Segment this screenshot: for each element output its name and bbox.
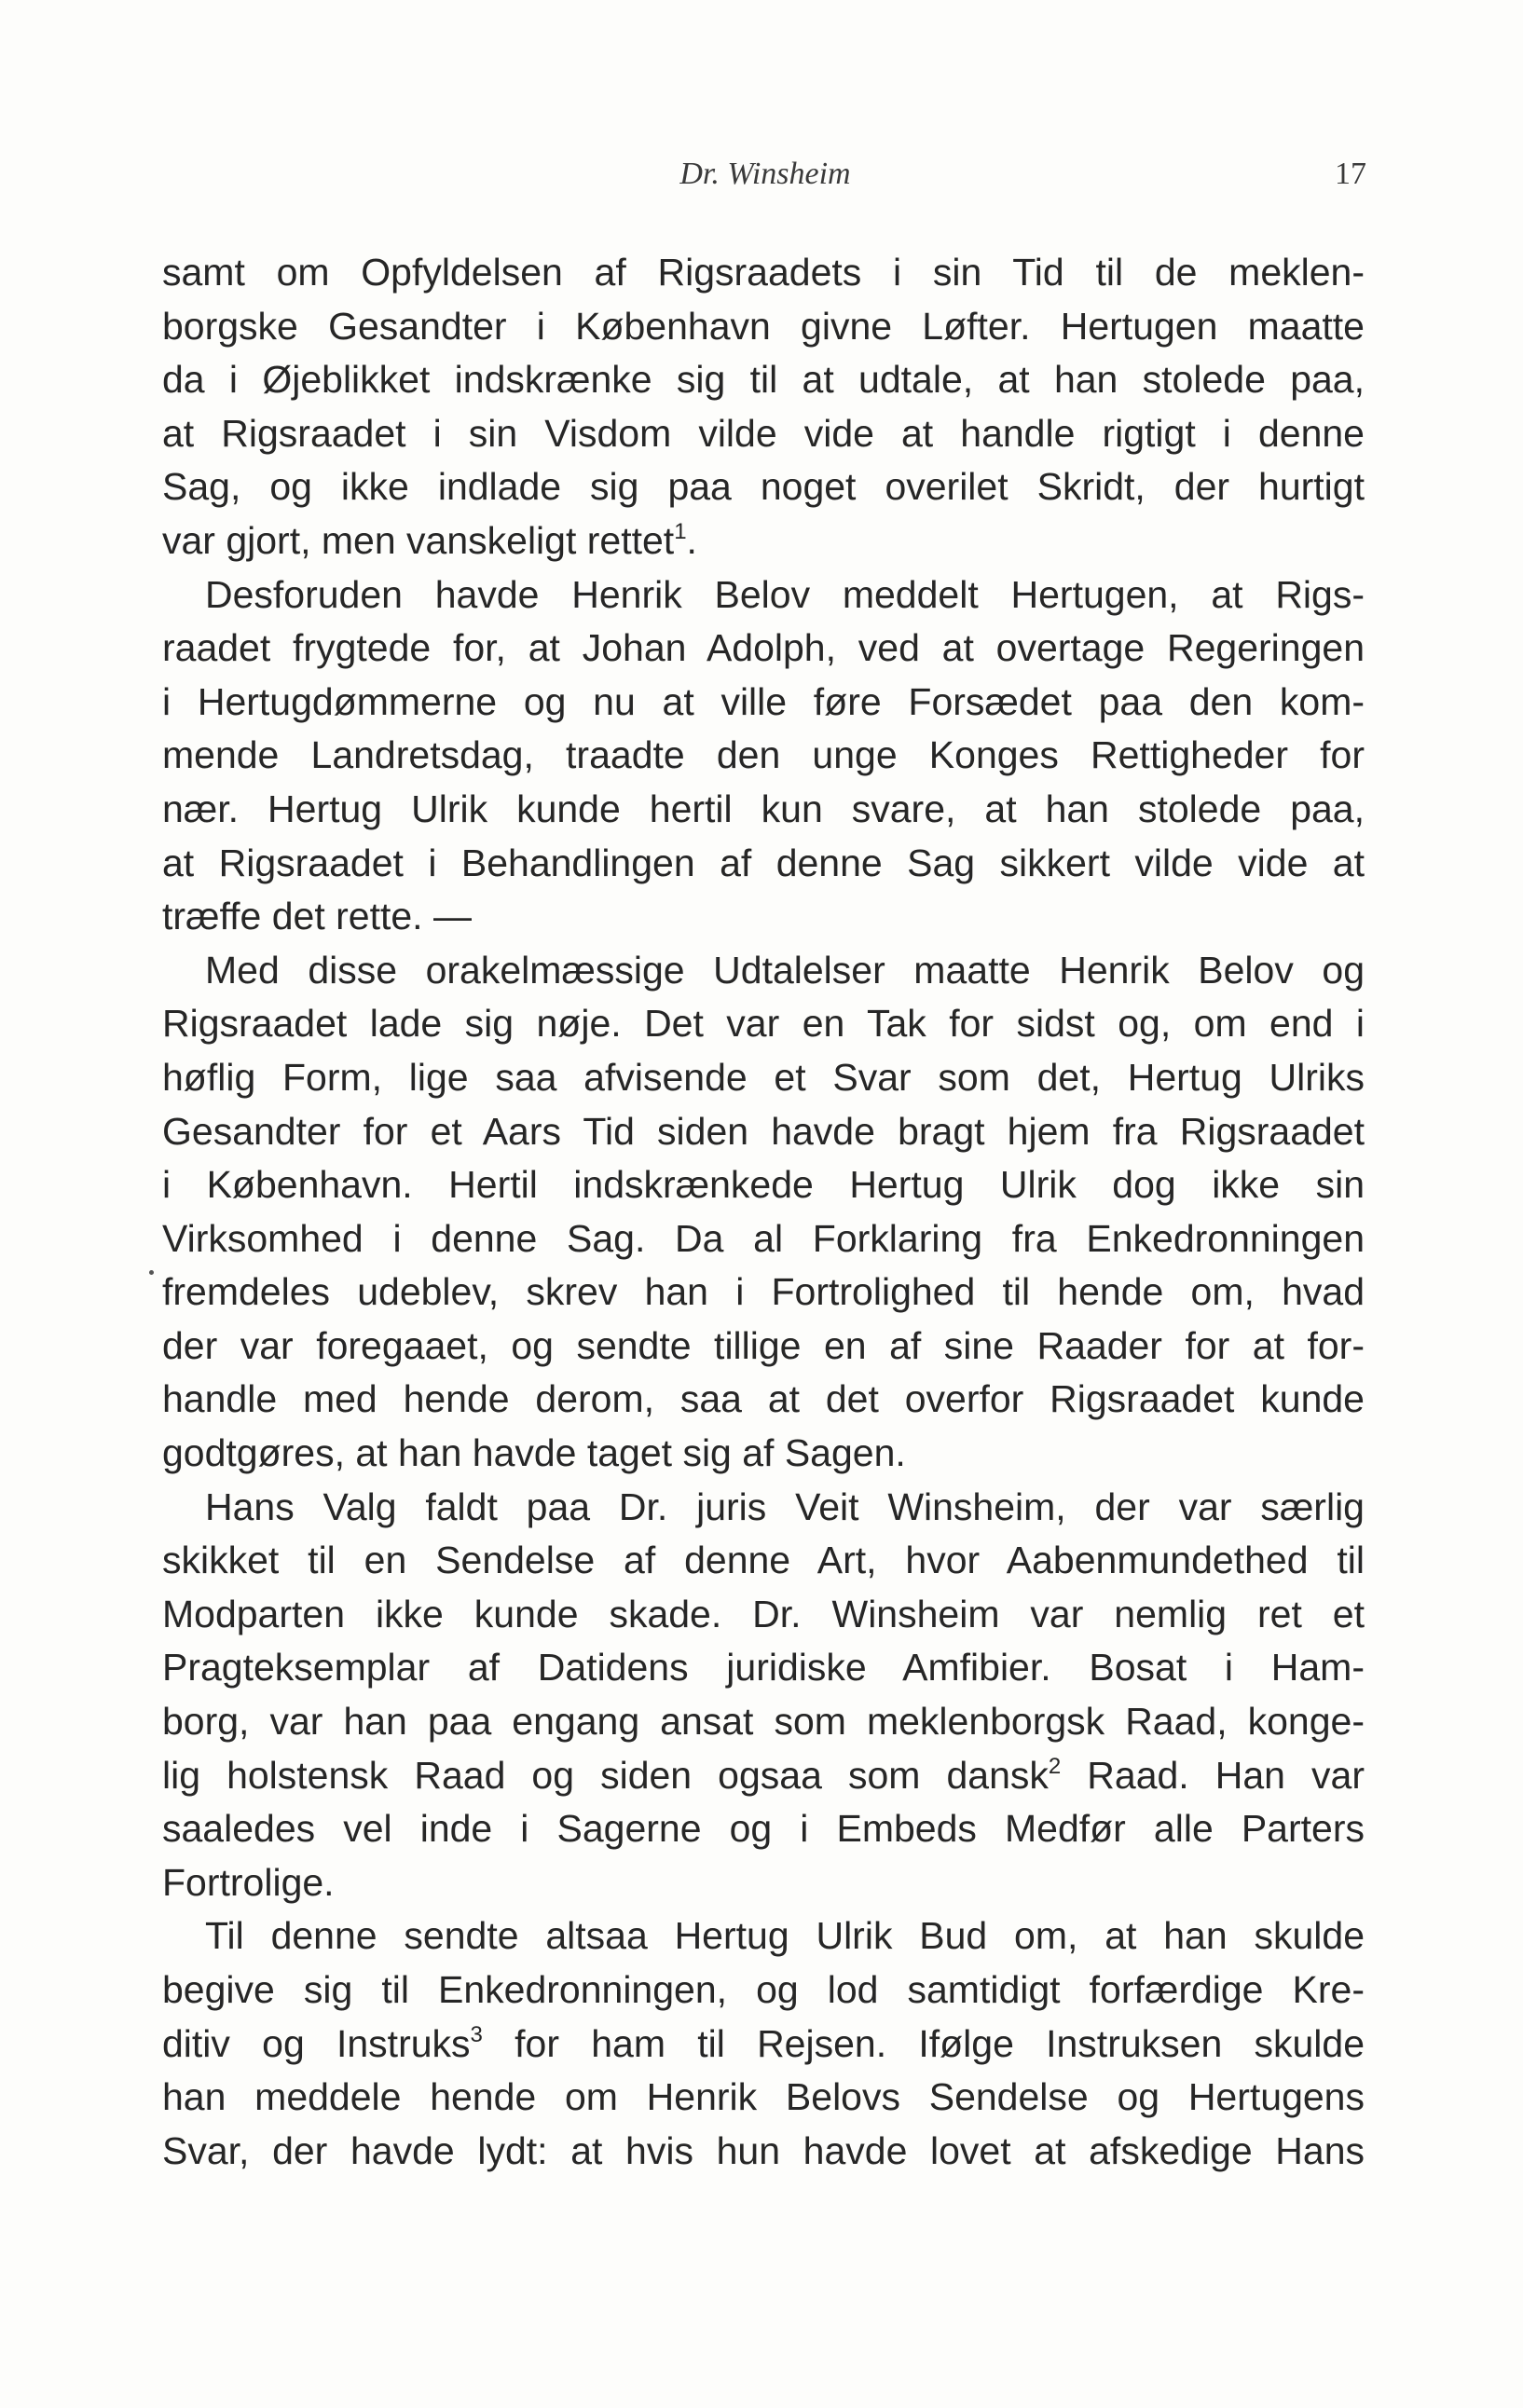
text-line-content: var gjort, men vanskeligt rettet [162, 518, 675, 562]
text-line [162, 1266, 1365, 1320]
running-head [164, 157, 1366, 203]
text-line-content: lig holstensk Raad og siden ogsaa som dansk [162, 1753, 1049, 1797]
text-line-content: Til denne sendte altsaa Hertug Ulrik Bud om, at han skulde [205, 1914, 1365, 1958]
text-line [162, 568, 1365, 623]
text-line-content: da i Øjeblikket indskrænke sig til at udtale, at han stolede paa, [162, 358, 1365, 402]
text-line [162, 246, 1365, 300]
footnote-marker: 1 [674, 518, 687, 544]
text-line [162, 1051, 1365, 1105]
text-line [162, 837, 1365, 891]
text-line [162, 1481, 1365, 1535]
text-line-content: samt om Opfyldelsen af Rigsraadets i sin Tid til de meklen- [162, 251, 1365, 294]
text-line-content: Svar, der havde lydt: at hvis hun havde lovet at afskedige Hans [162, 2128, 1365, 2172]
text-line-content: Fortrolige. [162, 1860, 335, 1904]
text-line [162, 1320, 1365, 1374]
footnote-marker: 3 [470, 2021, 483, 2047]
text-line [162, 729, 1365, 783]
text-line-content: Sag, og ikke indlade sig paa noget overilet Skridt, der hurtigt [162, 465, 1365, 509]
text-line [162, 353, 1365, 407]
text-line-continuation: Raad. Han var [1061, 1753, 1365, 1797]
body-text [162, 246, 1365, 2178]
text-line-content: at Rigsraadet i sin Visdom vilde vide at handle rigtigt i denne [162, 411, 1365, 455]
page-number: 17 [1335, 157, 1366, 191]
text-line [162, 407, 1365, 461]
text-line-content: Desforuden havde Henrik Belov meddelt Hertugen, at Rigs- [205, 572, 1365, 616]
text-line [162, 622, 1365, 676]
text-line [162, 1909, 1365, 1963]
text-line [162, 2018, 1365, 2072]
text-line-content: Virksomhed i denne Sag. Da al Forklaring fra Enkedronningen [162, 1216, 1365, 1260]
text-line [162, 1373, 1365, 1427]
text-line [162, 944, 1365, 998]
text-line-content: han meddele hende om Henrik Belovs Sendelse og Hertugens [162, 2075, 1365, 2119]
text-line-content: raadet frygtede for, at Johan Adolph, ved at overtage Regeringen [162, 626, 1365, 670]
text-line [162, 2071, 1365, 2125]
text-line-content: Hans Valg faldt paa Dr. juris Veit Winsheim, der var særlig [205, 1484, 1365, 1528]
text-line [162, 1105, 1365, 1159]
text-line-continuation: for ham til Rejsen. Ifølge Instruksen skulde [482, 2021, 1365, 2065]
footnote-marker: 2 [1048, 1753, 1062, 1779]
text-line-continuation: . [686, 518, 697, 562]
text-line [162, 460, 1365, 514]
text-line [162, 783, 1365, 837]
text-line-content: Modparten ikke kunde skade. Dr. Winsheim var nemlig ret et [162, 1592, 1365, 1635]
text-line-content: Med disse orakelmæssige Udtalelser maatte Henrik Belov og [205, 948, 1365, 992]
text-line-content: borg, var han paa engang ansat som meklenborgsk Raad, konge- [162, 1700, 1365, 1744]
text-line [162, 1856, 1365, 1910]
running-title: Dr. Winsheim [679, 157, 851, 191]
text-line-content: saaledes vel inde i Sagerne og i Embeds Medfør alle Parters [162, 1807, 1365, 1851]
text-line [162, 997, 1365, 1051]
text-line [162, 1427, 1365, 1481]
text-line [162, 514, 1365, 568]
text-line [162, 1158, 1365, 1212]
text-line-content: i Hertugdømmerne og nu at ville føre Forsædet paa den kom- [162, 679, 1365, 723]
text-line [162, 2125, 1365, 2179]
text-line [162, 1695, 1365, 1749]
text-line-content: godtgøres, at han havde taget sig af Sagen. [162, 1431, 906, 1475]
text-line [162, 1534, 1365, 1588]
margin-mark [149, 1270, 154, 1275]
text-line-content: begive sig til Enkedronningen, og lod samtidigt forfærdige Kre- [162, 1968, 1365, 2011]
text-line-content: at Rigsraadet i Behandlingen af denne Sag sikkert vilde vide at [162, 841, 1365, 884]
text-line [162, 1588, 1365, 1642]
text-line-content: ditiv og Instruks [162, 2021, 471, 2065]
text-line-content: fremdeles udeblev, skrev han i Fortrolighed til hende om, hvad [162, 1270, 1365, 1314]
text-line [162, 300, 1365, 354]
text-line [162, 890, 1365, 944]
text-line-content: skikket til en Sendelse af denne Art, hvor Aabenmundethed til [162, 1539, 1365, 1582]
text-line [162, 1212, 1365, 1266]
text-line [162, 1802, 1365, 1856]
text-line [162, 1641, 1365, 1695]
text-line-content: høflig Form, lige saa afvisende et Svar som det, Hertug Ulriks [162, 1055, 1365, 1099]
text-line-content: Pragteksemplar af Datidens juridiske Amfibier. Bosat i Ham- [162, 1646, 1365, 1690]
text-line-content: træffe det rette. — [162, 895, 472, 938]
text-line [162, 676, 1365, 730]
text-line [162, 1963, 1365, 2018]
text-line-content: handle med hende derom, saa at det overfor Rigsraadet kunde [162, 1377, 1365, 1421]
text-line-content: der var foregaaet, og sendte tillige en af sine Raader for at for- [162, 1323, 1365, 1367]
text-line-content: Gesandter for et Aars Tid siden havde bragt hjem fra Rigsraadet [162, 1109, 1365, 1153]
text-line [162, 1749, 1365, 1803]
text-line-content: borgske Gesandter i København givne Løfter. Hertugen maatte [162, 304, 1365, 348]
text-line-content: nær. Hertug Ulrik kunde hertil kun svare, at han stolede paa, [162, 787, 1365, 830]
text-line-content: mende Landretsdag, traadte den unge Konges Rettigheder for [162, 733, 1365, 777]
text-line-content: Rigsraadet lade sig nøje. Det var en Tak for sidst og, om end i [162, 1002, 1365, 1046]
text-line-content: i København. Hertil indskrænkede Hertug Ulrik dog ikke sin [162, 1163, 1365, 1207]
